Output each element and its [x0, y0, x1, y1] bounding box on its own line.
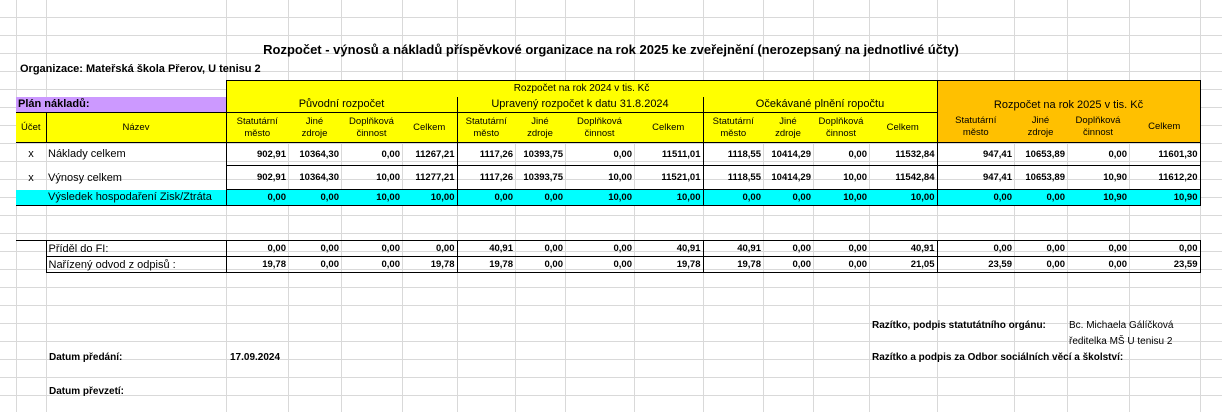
- value-cell: 0,00: [813, 143, 869, 166]
- value-cell: 0,00: [1014, 257, 1067, 273]
- statutory-header-line2: město: [244, 127, 271, 139]
- row-name: Nařízený odvod z odpisů :: [46, 257, 226, 273]
- row-name: Náklady celkem: [48, 148, 126, 161]
- total-header: Celkem: [402, 113, 457, 143]
- supplementary-header-line1: Doplňková: [1075, 115, 1121, 127]
- row-mark: x: [28, 148, 34, 161]
- value-cell: 10,00: [565, 190, 634, 206]
- other-sources-header-line2: zdroje: [775, 127, 801, 139]
- value-cell: 10653,89: [1014, 166, 1067, 190]
- expected-fulfilment-header: Očekávané plnění ropočtu: [703, 97, 937, 113]
- value-cell: 11532,84: [869, 143, 937, 166]
- value-cell: 19,78: [634, 257, 703, 273]
- value-cell: 10414,29: [763, 166, 813, 190]
- value-cell: 40,91: [634, 241, 703, 257]
- value-cell: 0,00: [813, 257, 869, 273]
- supplementary-header-line2: činnost: [356, 127, 387, 139]
- other-sources-header-line1: Jiné: [1031, 115, 1050, 127]
- budget-2024-header: Rozpočet na rok 2024 v tis. Kč: [226, 81, 937, 97]
- document-title: Rozpočet - výnosů a nákladů příspěvkové organizace na rok 2025 ke zveřejnění (nerozepsaný na jednotlivé účty): [263, 42, 959, 57]
- result-row: [16, 190, 1200, 206]
- value-cell: 10,00: [869, 190, 937, 206]
- value-cell: 0,00: [1129, 241, 1200, 257]
- organization-name: Organizace: Mateřská škola Přerov, U tenisu 2: [20, 63, 261, 75]
- row-mark: x: [28, 171, 34, 184]
- value-cell: 947,41: [937, 143, 1014, 166]
- other-sources-header-line2: zdroje: [1027, 127, 1054, 139]
- value-cell: 10393,75: [515, 143, 565, 166]
- value-cell: 10,00: [341, 166, 402, 190]
- value-cell: 0,00: [226, 241, 288, 257]
- value-cell: 1118,55: [703, 143, 763, 166]
- statutory-header-line1: Statutární: [465, 115, 507, 127]
- value-cell: 10364,30: [288, 166, 341, 190]
- handover-date: 17.09.2024: [230, 352, 281, 363]
- adjusted-budget-header: Upravený rozpočet k datu 31.8.2024: [457, 97, 703, 113]
- value-cell: 10,00: [402, 190, 457, 206]
- handover-date-label: Datum předání:: [49, 352, 123, 363]
- value-cell: 0,00: [1067, 241, 1129, 257]
- value-cell: 0,00: [937, 190, 1014, 206]
- supplementary-header-line2: činnost: [584, 127, 615, 139]
- value-cell: 11612,20: [1129, 166, 1200, 190]
- value-cell: 19,78: [402, 257, 457, 273]
- plan-label: Plán nákladů:: [16, 97, 226, 113]
- statutory-header-line1: Statutární: [712, 115, 754, 127]
- value-cell: 19,78: [226, 257, 288, 273]
- value-cell: 10393,75: [515, 166, 565, 190]
- table-row: [16, 257, 1200, 273]
- signer-name: Bc. Michaela Gálíčková: [1069, 320, 1174, 331]
- table-row: [16, 166, 1200, 190]
- value-cell: 11511,01: [634, 143, 703, 166]
- value-cell: 902,91: [226, 143, 288, 166]
- value-cell: 0,00: [515, 190, 565, 206]
- other-sources-header-line1: Jiné: [305, 115, 324, 127]
- account-header: Účet: [16, 113, 46, 143]
- statutory-header-line1: Statutární: [955, 115, 997, 127]
- statutory-header-line2: město: [473, 127, 500, 139]
- value-cell: 11521,01: [634, 166, 703, 190]
- value-cell: 11542,84: [869, 166, 937, 190]
- value-cell: 0,00: [565, 241, 634, 257]
- value-cell: 10,90: [1067, 166, 1129, 190]
- other-sources-header-line2: zdroje: [527, 127, 553, 139]
- row-name: Příděl do FI:: [46, 241, 226, 257]
- value-cell: 0,00: [515, 241, 565, 257]
- value-cell: 0,00: [565, 257, 634, 273]
- value-cell: 10414,29: [763, 143, 813, 166]
- row-name: Výsledek hospodaření Zisk/Ztráta: [46, 190, 226, 206]
- value-cell: 0,00: [1067, 143, 1129, 166]
- total-header: Celkem: [634, 113, 703, 143]
- total-header: Celkem: [869, 113, 937, 143]
- statutory-header-line2: město: [962, 127, 989, 139]
- value-cell: 902,91: [226, 166, 288, 190]
- value-cell: 0,00: [341, 143, 402, 166]
- value-cell: 0,00: [763, 241, 813, 257]
- signer-role: ředitelka MŠ U tenisu 2: [1069, 336, 1173, 347]
- value-cell: 10653,89: [1014, 143, 1067, 166]
- budget-table: [16, 80, 1201, 273]
- value-cell: 1117,26: [457, 143, 515, 166]
- value-cell: 10,00: [634, 190, 703, 206]
- value-cell: 21,05: [869, 257, 937, 273]
- value-cell: 0,00: [288, 257, 341, 273]
- supplementary-header-line2: činnost: [825, 127, 857, 139]
- value-cell: 0,00: [288, 241, 341, 257]
- value-cell: 19,78: [703, 257, 763, 273]
- value-cell: 23,59: [1129, 257, 1200, 273]
- header-row-3: [16, 113, 1200, 143]
- value-cell: 0,00: [1014, 241, 1067, 257]
- value-cell: 1117,26: [457, 166, 515, 190]
- header-row-1: [16, 81, 1200, 97]
- other-sources-header-line1: Jiné: [779, 115, 797, 127]
- header-row-2: [16, 97, 1200, 113]
- table-row: [16, 143, 1200, 166]
- value-cell: 947,41: [937, 166, 1014, 190]
- supplementary-header-line2: činnost: [1082, 127, 1114, 139]
- value-cell: 0,00: [457, 190, 515, 206]
- statutory-header-line2: město: [720, 127, 747, 139]
- value-cell: 0,00: [402, 241, 457, 257]
- value-cell: 10,90: [1067, 190, 1129, 206]
- value-cell: 0,00: [1067, 257, 1129, 273]
- value-cell: 0,00: [226, 190, 288, 206]
- value-cell: 11601,30: [1129, 143, 1200, 166]
- supplementary-header-line1: Doplňková: [577, 115, 622, 127]
- value-cell: 1118,55: [703, 166, 763, 190]
- value-cell: 0,00: [937, 241, 1014, 257]
- budget-2025-header: Rozpočet na rok 2025 v tis. Kč: [937, 97, 1200, 113]
- statutory-stamp-label: Razítko, podpis statutátního orgánu:: [872, 320, 1046, 331]
- department-stamp-label: Razítko a podpis za Odbor sociálních věcí a školství:: [872, 352, 1124, 363]
- value-cell: 10,00: [341, 190, 402, 206]
- supplementary-header-line1: Doplňková: [818, 115, 864, 127]
- value-cell: 0,00: [763, 257, 813, 273]
- supplementary-header-line1: Doplňková: [349, 115, 394, 127]
- value-cell: 40,91: [869, 241, 937, 257]
- value-cell: 40,91: [457, 241, 515, 257]
- value-cell: 10,00: [565, 166, 634, 190]
- takeover-date-label: Datum převzetí:: [49, 386, 125, 397]
- value-cell: 0,00: [565, 143, 634, 166]
- value-cell: 0,00: [763, 190, 813, 206]
- value-cell: 23,59: [937, 257, 1014, 273]
- value-cell: 0,00: [813, 241, 869, 257]
- value-cell: 0,00: [515, 257, 565, 273]
- table-row: [16, 241, 1200, 257]
- value-cell: 40,91: [703, 241, 763, 257]
- row-name: Výnosy celkem: [48, 171, 122, 184]
- value-cell: 19,78: [457, 257, 515, 273]
- name-header: Název: [46, 113, 226, 143]
- original-budget-header: Původní rozpočet: [226, 97, 457, 113]
- value-cell: 0,00: [1014, 190, 1067, 206]
- statutory-header-line1: Statutární: [236, 115, 278, 127]
- other-sources-header-line1: Jiné: [531, 115, 549, 127]
- value-cell: 0,00: [288, 190, 341, 206]
- value-cell: 10364,30: [288, 143, 341, 166]
- value-cell: 10,00: [813, 190, 869, 206]
- value-cell: 10,00: [813, 166, 869, 190]
- other-sources-header-line2: zdroje: [301, 127, 328, 139]
- total-header: Celkem: [1129, 113, 1200, 143]
- value-cell: 11267,21: [402, 143, 457, 166]
- value-cell: 0,00: [703, 190, 763, 206]
- value-cell: 0,00: [341, 257, 402, 273]
- value-cell: 11277,21: [402, 166, 457, 190]
- value-cell: 0,00: [341, 241, 402, 257]
- value-cell: 10,90: [1129, 190, 1200, 206]
